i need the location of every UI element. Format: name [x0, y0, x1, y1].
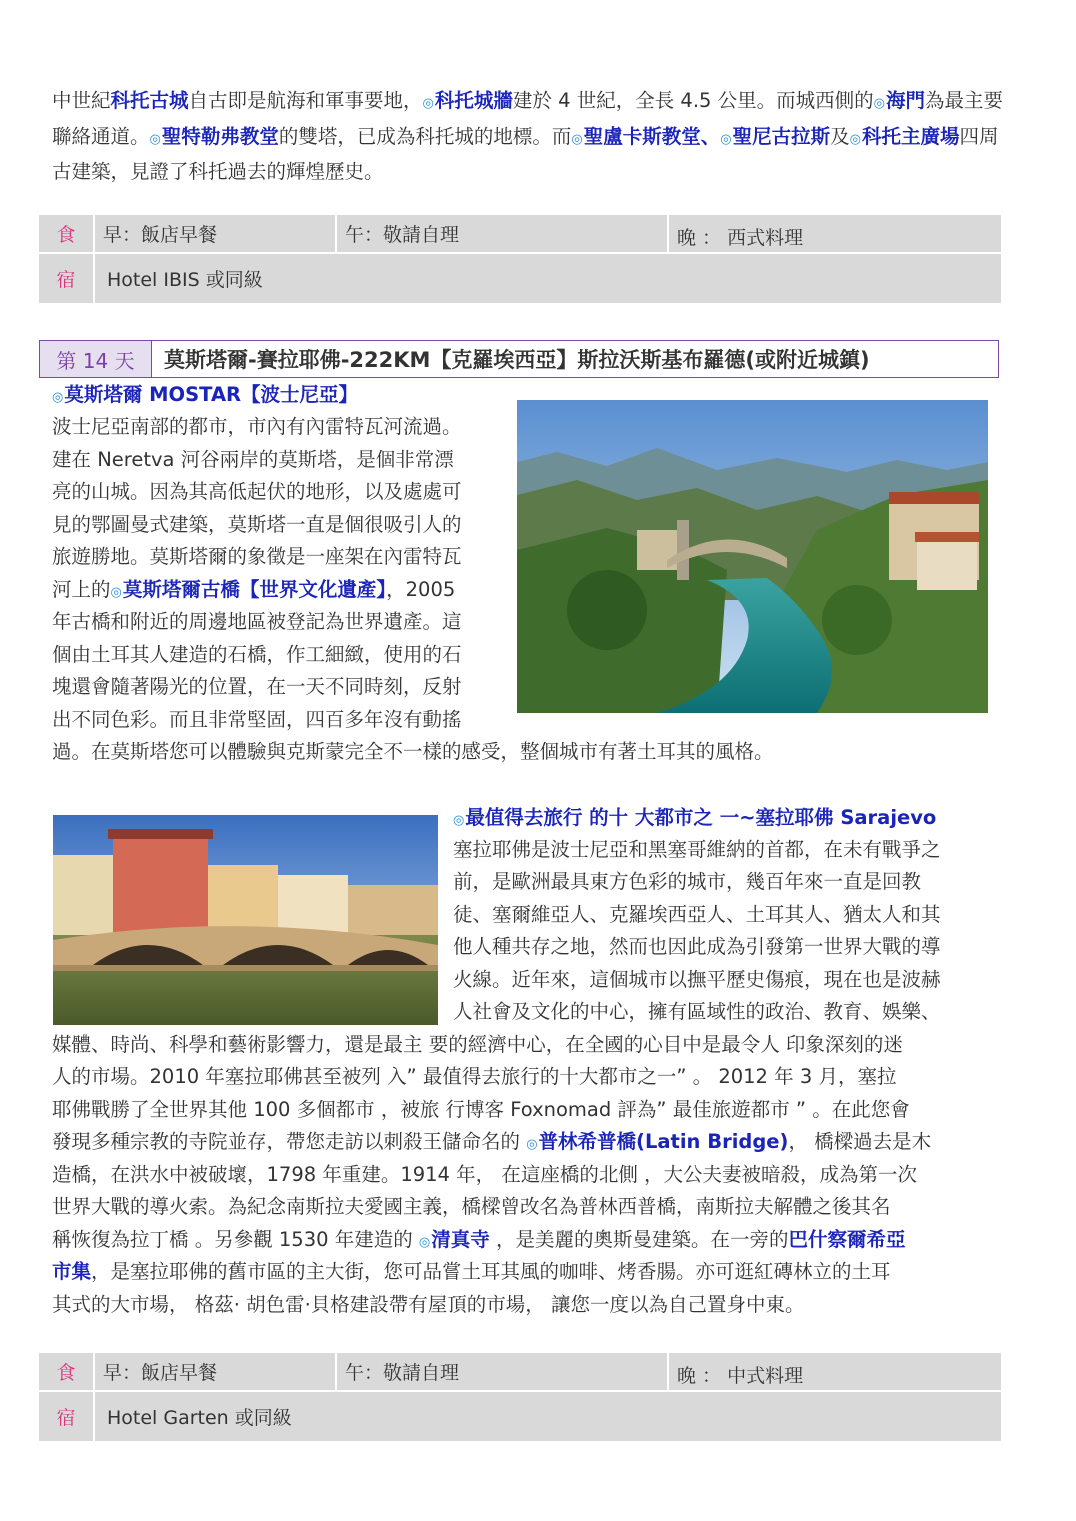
day-number-label: 第 14 天	[40, 341, 152, 377]
dinner-text: 晚 ： 西式料理	[677, 227, 804, 249]
bullet-icon: ◎	[720, 131, 732, 147]
text: 河上的	[52, 578, 111, 601]
paragraph-line: 火線。近年來，這個城市以撫平歷史傷痕，現在也是波赫	[453, 968, 941, 991]
paragraph-line: 建在 Neretva 河谷兩岸的莫斯塔，是個非常漂	[52, 448, 454, 471]
paragraph-line: 徒、塞爾維亞人、克羅埃西亞人、土耳其人、猶太人和其	[453, 903, 941, 926]
day-title: 莫斯塔爾-賽拉耶佛-222KM【克羅埃西亞】斯拉沃斯基布羅德(或附近城鎮)	[164, 348, 870, 372]
paragraph-line: 人社會及文化的中心，擁有區域性的政治、教育、娛樂、	[453, 1000, 941, 1023]
paragraph-line	[52, 1224, 906, 1260]
bullet-icon: ◎	[52, 390, 64, 405]
text: 稱恢復為拉丁橋 。另參觀 1530 年建造的	[52, 1228, 419, 1251]
highlight-st-nicholas: 聖尼古拉斯	[732, 124, 831, 148]
text: ， 橋樑過去是木	[788, 1130, 932, 1153]
hotel-label: 宿	[39, 1391, 94, 1441]
paragraph-line	[52, 1126, 931, 1162]
highlight-mosque: 清真寺	[431, 1228, 490, 1251]
paragraph-line: 過。在莫斯塔您可以體驗與克斯蒙完全不一樣的感受，整個城市有著土耳其的風格。	[52, 740, 774, 763]
paragraph-line	[52, 1256, 891, 1289]
bullet-icon: ◎	[849, 131, 861, 147]
bullet-icon: ◎	[453, 813, 465, 828]
paragraph-line: 波士尼亞南部的都市，市內有內雷特瓦河流過。	[52, 415, 462, 438]
paragraph-line: 見的鄂圖曼式建築，莫斯塔一直是個很吸引人的	[52, 513, 462, 536]
highlight-sea-gate: 海門	[885, 89, 925, 112]
text: ，是塞拉耶佛的舊市區的主大街，您可品嘗土耳其風的咖啡、烤香腸。亦可逛紅磚林立的土耳	[91, 1260, 891, 1283]
text: 自古即是航海和軍事要地，	[188, 89, 423, 112]
bullet-icon: ◎	[873, 96, 885, 111]
sarajevo-heading-text: 最值得去旅行 的十 大都市之 一~塞拉耶佛 Sarajevo	[465, 806, 937, 829]
paragraph-line: 他人種共存之地，然而也因此成為引發第一世界大戰的導	[453, 935, 941, 958]
bullet-icon: ◎	[149, 131, 161, 147]
paragraph-line: 出不同色彩。而且非常堅固，四百多年沒有動搖	[52, 708, 462, 731]
mostar-heading-text: 莫斯塔爾 MOSTAR【波士尼亞】	[64, 383, 359, 406]
meal-table-day13	[39, 215, 1001, 303]
bullet-icon: ◎	[418, 1235, 431, 1250]
mostar-photo-illustration	[517, 400, 988, 713]
text: 的雙塔，已成為科托城的地標。而	[278, 124, 572, 148]
highlight-stari-most: 莫斯塔爾古橋【世界文化遺產】	[122, 578, 387, 601]
paragraph-line: 人的市場。2010 年塞拉耶佛甚至被列 入” 最值得去旅行的十大都市之一” 。 2012 年 3 月，塞拉	[52, 1065, 897, 1088]
hotel-cell: Hotel Garten 或同級	[94, 1391, 1001, 1441]
paragraph-line: 其式的大市場， 格茲· 胡色雷·貝格建設帶有屋頂的市場， 讓您一度以為自己置身中東。	[52, 1293, 805, 1316]
paragraph-line: 造橋，在洪水中被破壞，1798 年重建。1914 年， 在這座橋的北側 ，大公夫妻被暗殺，成為第一次	[52, 1163, 918, 1186]
mostar-photo	[517, 400, 988, 713]
paragraph-line: 耶佛戰勝了全世界其他 100 多個都市 ，被旅 行博客 Foxnomad 評為” 最佳旅遊都市 ” 。在此您會	[52, 1098, 910, 1121]
bullet-icon: ◎	[110, 585, 122, 600]
paragraph-line: 媒體、時尚、科學和藝術影響力，還是最主 要的經濟中心，在全國的心目中是最令人 印象深刻的迷	[52, 1033, 903, 1056]
lunch-cell: 午：敬請自理	[336, 215, 668, 253]
food-label: 食	[39, 1353, 94, 1391]
bullet-icon: ◎	[571, 131, 583, 147]
text: ，2005	[386, 578, 456, 601]
hotel-cell: Hotel IBIS 或同級	[94, 253, 1001, 303]
bullet-icon: ◎	[526, 1137, 538, 1152]
paragraph-line: 亮的山城。因為其高低起伏的地形，以及處處可	[52, 480, 462, 503]
text: 建於 4 世紀，全長 4.5 公里。而城西側的	[512, 89, 874, 112]
bullet-icon: ◎	[422, 96, 434, 111]
dinner-text: 晚 ： 中式料理	[677, 1365, 804, 1387]
mostar-heading	[52, 380, 358, 413]
paragraph-line: 年古橋和附近的周邊地區被登記為世界遺產。這	[52, 610, 462, 633]
lunch-cell: 午：敬請自理	[336, 1353, 668, 1391]
paragraph-line: 世界大戰的導火索。為紀念南斯拉夫愛國主義，橋樑曾改名為普林西普橋，南斯拉夫解體之後其名	[52, 1195, 891, 1218]
text: 為最主要聯絡通道。	[52, 89, 1003, 148]
text: 發現多種宗教的寺院並存，帶您走訪以刺殺王儲命名的	[52, 1130, 527, 1153]
paragraph-line: 塞拉耶佛是波士尼亞和黑塞哥維納的首都，在未有戰爭之	[453, 838, 941, 861]
highlight-kotor-old-town: 科托古城	[110, 89, 189, 112]
highlight-market: 市集	[52, 1260, 92, 1283]
text: ，是美麗的奧斯曼建築。在一旁的	[489, 1228, 789, 1251]
paragraph-line: 個由土耳其人建造的石橋，作工細緻，使用的石	[52, 643, 462, 666]
breakfast-cell: 早：飯店早餐	[94, 215, 336, 253]
paragraph-line: 塊還會隨著陽光的位置，在一天不同時刻，反射	[52, 675, 462, 698]
text: 及	[830, 124, 850, 148]
paragraph-line: 旅遊勝地。莫斯塔爾的象徵是一座架在內雷特瓦	[52, 545, 462, 568]
day-header	[39, 340, 999, 378]
highlight-st-luke: 聖盧卡斯教堂、	[583, 124, 721, 148]
sarajevo-photo	[53, 815, 438, 1025]
highlight-bascarsija: 巴什察爾希亞	[788, 1228, 906, 1251]
food-label: 食	[39, 215, 94, 253]
paragraph-line: 前，是歐洲最具東方色彩的城市，幾百年來一直是回教	[453, 870, 922, 893]
highlight-st-tryphon: 聖特勒弗教堂	[161, 124, 279, 148]
intro-paragraph	[52, 85, 1012, 189]
sarajevo-heading	[453, 803, 936, 836]
paragraph-line	[52, 574, 455, 610]
highlight-latin-bridge: 普林希普橋(Latin Bridge)	[538, 1130, 789, 1153]
hotel-label: 宿	[39, 253, 94, 303]
text: 中世紀	[52, 89, 111, 112]
text: 四周古建築，見證了科托過去的輝煌歷史。	[52, 124, 999, 183]
highlight-main-square: 科托主廣場	[861, 124, 960, 148]
breakfast-cell: 早：飯店早餐	[94, 1353, 336, 1391]
dinner-cell	[668, 215, 1001, 253]
sarajevo-photo-illustration	[53, 815, 438, 1025]
highlight-kotor-walls: 科托城牆	[434, 89, 513, 112]
dinner-cell	[668, 1353, 1001, 1391]
meal-table-day14	[39, 1353, 1001, 1441]
